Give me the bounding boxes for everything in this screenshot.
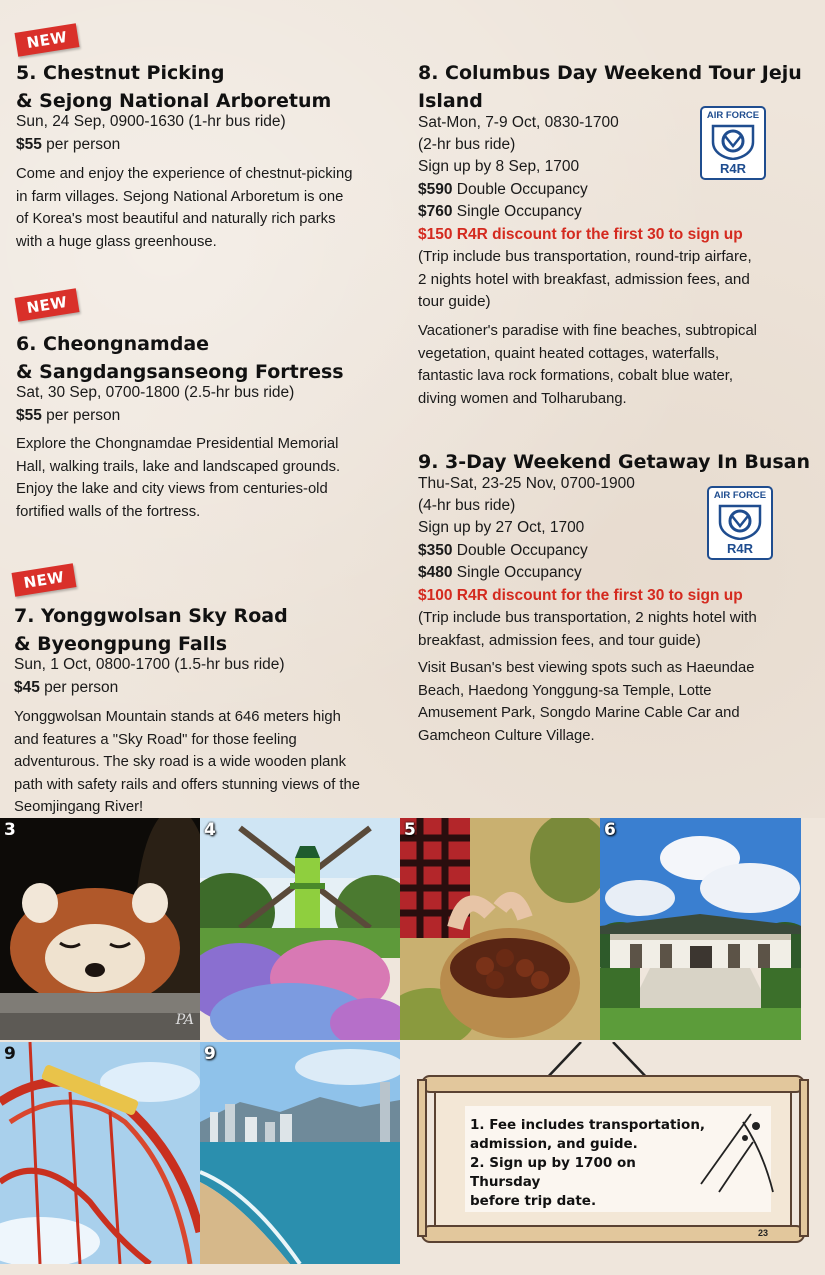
photo-number: 3 xyxy=(4,820,16,840)
note-line-1: 1. Fee includes transportation, xyxy=(470,1117,706,1133)
trip-6-title-line2: & Sangdangsanseong Fortress xyxy=(16,361,344,383)
trip-8-signup: Sign up by 8 Sep, 1700 xyxy=(418,158,580,175)
new-badge: NEW xyxy=(12,563,77,596)
photo-roller-coaster xyxy=(0,1042,200,1264)
new-badge: NEW xyxy=(15,23,80,56)
notes-text xyxy=(470,1116,710,1211)
trip-9-single-label: Single Occupancy xyxy=(452,564,582,581)
trip-8-single-occupancy xyxy=(418,201,582,224)
photo-cheongnamdae xyxy=(600,818,801,1040)
page-number: 23 xyxy=(758,1228,769,1238)
trip-6-title-line1: 6. Cheongnamdae xyxy=(16,333,210,355)
new-badge: NEW xyxy=(15,288,80,321)
trip-9-double-occupancy xyxy=(418,540,588,563)
trip-8-double-occupancy xyxy=(418,179,588,202)
photo-number: 6 xyxy=(604,820,616,840)
photo-busan-beach xyxy=(200,1042,400,1264)
trip-7-title-line1: 7. Yonggwolsan Sky Road xyxy=(14,605,288,627)
photo-chestnut-basket xyxy=(400,818,600,1040)
trip-6-price-amount: $55 xyxy=(16,407,42,424)
photo-number: 9 xyxy=(204,1044,216,1064)
trip-8-discount: $150 R4R discount for the first 30 to sign up xyxy=(418,226,743,243)
photo-red-panda xyxy=(0,818,200,1040)
logo-top-text: AIR FORCE xyxy=(713,490,767,501)
trip-8-date: Sat-Mon, 7-9 Oct, 0830-1700 xyxy=(418,114,619,131)
photo-number: 4 xyxy=(204,820,216,840)
photo-number: 5 xyxy=(404,820,416,840)
trip-8-title-line2: Island xyxy=(418,90,483,112)
air-force-r4r-logo xyxy=(700,106,766,180)
trip-8-single-label: Single Occupancy xyxy=(452,203,582,220)
shield-icon xyxy=(716,502,764,540)
trip-8-single-price: $760 xyxy=(418,203,453,220)
trip-9-discount: $100 R4R discount for the first 30 to sign up xyxy=(418,587,743,604)
trip-7-date: Sun, 1 Oct, 0800-1700 (1.5-hr bus ride) xyxy=(14,656,285,673)
trip-8-bus-ride: (2-hr bus ride) xyxy=(418,136,516,153)
note-line-3: 2. Sign up by 1700 on Thursday xyxy=(470,1155,636,1190)
note-line-2: admission, and guide. xyxy=(470,1136,638,1152)
trip-9-single-price: $480 xyxy=(418,564,453,581)
shield-icon xyxy=(709,122,757,160)
trip-9-double-price: $350 xyxy=(418,542,453,559)
trip-7-description: Yonggwolsan Mountain stands at 646 meters high and features a "Sky Road" for those feeling adventurous. The sky road is a wide wooden plank path with safety rails and offers stunning views of the Seomjingang River! xyxy=(14,709,361,816)
trip-6-price xyxy=(16,405,120,428)
trip-8-double-price: $590 xyxy=(418,181,453,198)
note-line-4: before trip date. xyxy=(470,1193,597,1209)
trip-8-description: Vacationer's paradise with fine beaches, subtropical vegetation, quaint heated cottages, waterfalls, fantastic lava rock formations, cobalt blue water, diving women and Tolharubang. xyxy=(418,323,757,407)
trip-7-price-amount: $45 xyxy=(14,679,40,696)
trip-5-price xyxy=(16,134,120,157)
trip-9-signup: Sign up by 27 Oct, 1700 xyxy=(418,519,585,536)
trip-8-double-label: Double Occupancy xyxy=(452,181,588,198)
logo-bottom-text: R4R xyxy=(719,161,746,176)
trip-5-description: Come and enjoy the experience of chestnut-picking in farm villages. Sejong National Arboretum is one of Korea's most beautiful and naturally rich parks with a huge glass greenhouse. xyxy=(16,166,353,250)
trip-5-date: Sun, 24 Sep, 0900-1630 (1-hr bus ride) xyxy=(16,113,286,130)
logo-top-text: AIR FORCE xyxy=(706,110,760,121)
trip-8-includes: (Trip include bus transportation, round-trip airfare, 2 nights hotel with breakfast, admission fees, and tour guide) xyxy=(418,248,752,311)
logo-bottom-text: R4R xyxy=(726,541,753,556)
trip-9-title: 9. 3-Day Weekend Getaway In Busan xyxy=(418,451,811,473)
trip-9-description: Visit Busan's best viewing spots such as Haeundae Beach, Haedong Yonggung-sa Temple, Lotte Amusement Park, Songdo Marine Cable Car and Gamcheon Culture Village. xyxy=(418,660,755,744)
trip-7-price-suffix: per person xyxy=(39,679,119,696)
trip-9-date: Thu-Sat, 23-25 Nov, 0700-1900 xyxy=(418,475,635,492)
trip-6-description: Explore the Chongnamdae Presidential Memorial Hall, walking trails, lake and landscaped grounds. Enjoy the lake and city views from centuries-old fortified walls of the fortress. xyxy=(16,436,341,520)
trip-6-price-suffix: per person xyxy=(41,407,121,424)
trip-5-title-line2: & Sejong National Arboretum xyxy=(16,90,332,112)
photo-windmill-garden xyxy=(200,818,400,1040)
air-force-r4r-logo xyxy=(707,486,773,560)
trip-6-date: Sat, 30 Sep, 0700-1800 (2.5-hr bus ride) xyxy=(16,384,295,401)
photo-watermark: PA xyxy=(175,1012,194,1028)
trip-8-title-line1: 8. Columbus Day Weekend Tour Jeju xyxy=(418,62,802,84)
trip-7-title-line2: & Byeongpung Falls xyxy=(14,633,228,655)
trip-9-single-occupancy xyxy=(418,562,582,585)
trip-5-price-amount: $55 xyxy=(16,136,42,153)
trip-7-price xyxy=(14,677,118,700)
trip-5-price-suffix: per person xyxy=(41,136,121,153)
trip-9-bus-ride: (4-hr bus ride) xyxy=(418,497,516,514)
photo-number: 9 xyxy=(4,1044,16,1064)
trip-5-title-line1: 5. Chestnut Picking xyxy=(16,62,225,84)
trip-9-includes: (Trip include bus transportation, 2 nights hotel with breakfast, admission fees, and tour guide) xyxy=(418,609,757,649)
trip-9-double-label: Double Occupancy xyxy=(452,542,588,559)
